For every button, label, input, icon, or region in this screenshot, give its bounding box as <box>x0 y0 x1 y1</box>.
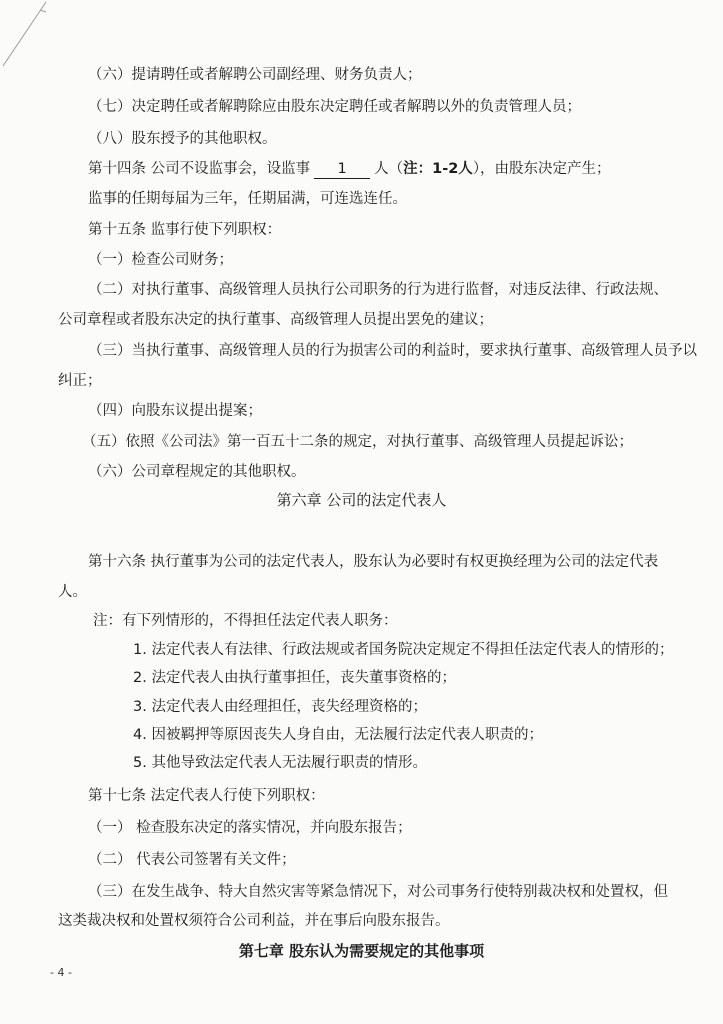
supervisor-count-field: 1 <box>314 161 370 179</box>
article-15: 第十五条 监事行使下列职权： <box>88 222 282 238</box>
article-14-mid: 人（ <box>374 161 404 177</box>
article-14-suffix: ），由股东决定产生； <box>472 161 611 177</box>
supervisor-power-3: （三）当执行董事、高级管理人员的行为损害公司的利益时，要求执行董事、高级管理人员予以 <box>88 343 697 359</box>
supervisor-power-2-cont: 公司章程或者股东决定的执行董事、高级管理人员提出罢免的建议； <box>58 312 493 328</box>
disqualification-item-5: 5. 其他导致法定代表人无法履行职责的情形。 <box>133 755 427 771</box>
clause-6-appoint-deputy: （六）提请聘任或者解聘公司副经理、财务负责人； <box>88 67 422 83</box>
legal-rep-power-1: （一） 检查股东决定的落实情况，并向股东报告； <box>88 820 412 836</box>
supervisor-power-3-cont: 纠正； <box>58 373 102 389</box>
scan-edge-mark <box>0 0 60 70</box>
supervisor-power-4: （四）向股东议提出提案； <box>88 403 262 419</box>
disqualification-item-1: 1. 法定代表人有法律、行政法规或者国务院决定规定不得担任法定代表人的情形的； <box>133 642 674 658</box>
disqualification-item-2: 2. 法定代表人由执行董事担任，丧失董事资格的； <box>133 670 456 686</box>
article-14 <box>88 159 611 179</box>
page-number: - 4 - <box>50 966 72 979</box>
clause-7-appoint-managers: （七）决定聘任或者解聘除应由股东决定聘任或者解聘以外的负责管理人员； <box>88 99 581 115</box>
legal-rep-power-2: （二） 代表公司签署有关文件； <box>88 852 296 868</box>
chapter-6-heading: 第六章 公司的法定代表人 <box>276 491 447 509</box>
chapter-7-heading: 第七章 股东认为需要规定的其他事项 <box>238 942 485 960</box>
supervisor-power-1: （一）检查公司财务； <box>88 252 233 268</box>
article-14-note: 注：1-2人 <box>403 161 473 177</box>
legal-rep-power-3: （三）在发生战争、特大自然灾害等紧急情况下，对公司事务行使特别裁决权和处置权，但 <box>88 884 668 900</box>
article-16-cont: 人。 <box>58 584 87 600</box>
disqualification-item-4: 4. 因被羁押等原因丧失人身自由，无法履行法定代表人职责的； <box>133 727 543 743</box>
supervisor-power-2: （二）对执行董事、高级管理人员执行公司职务的行为进行监督，对违反法律、行政法规、 <box>88 282 668 298</box>
supervisor-power-6: （六）公司章程规定的其他职权。 <box>88 464 306 480</box>
clause-8-other-powers: （八）股东授予的其他职权。 <box>88 131 277 147</box>
supervisor-power-5: （五）依照《公司法》第一百五十二条的规定，对执行董事、高级管理人员提起诉讼； <box>82 434 633 450</box>
article-16: 第十六条 执行董事为公司的法定代表人，股东认为必要时有权更换经理为公司的法定代表 <box>88 554 659 570</box>
legal-rep-power-3-cont: 这类裁决权和处置权须符合公司利益，并在事后向股东报告。 <box>58 913 450 929</box>
supervisor-term: 监事的任期每届为三年，任期届满，可连选连任。 <box>88 191 407 207</box>
disqualification-item-3: 3. 法定代表人由经理担任，丧失经理资格的； <box>133 699 427 715</box>
note-disqualifications: 注：有下列情形的，不得担任法定代表人职务： <box>93 613 398 629</box>
article-14-prefix: 第十四条 公司不设监事会，设监事 <box>88 161 311 177</box>
article-17: 第十七条 法定代表人行使下列职权： <box>88 788 325 804</box>
